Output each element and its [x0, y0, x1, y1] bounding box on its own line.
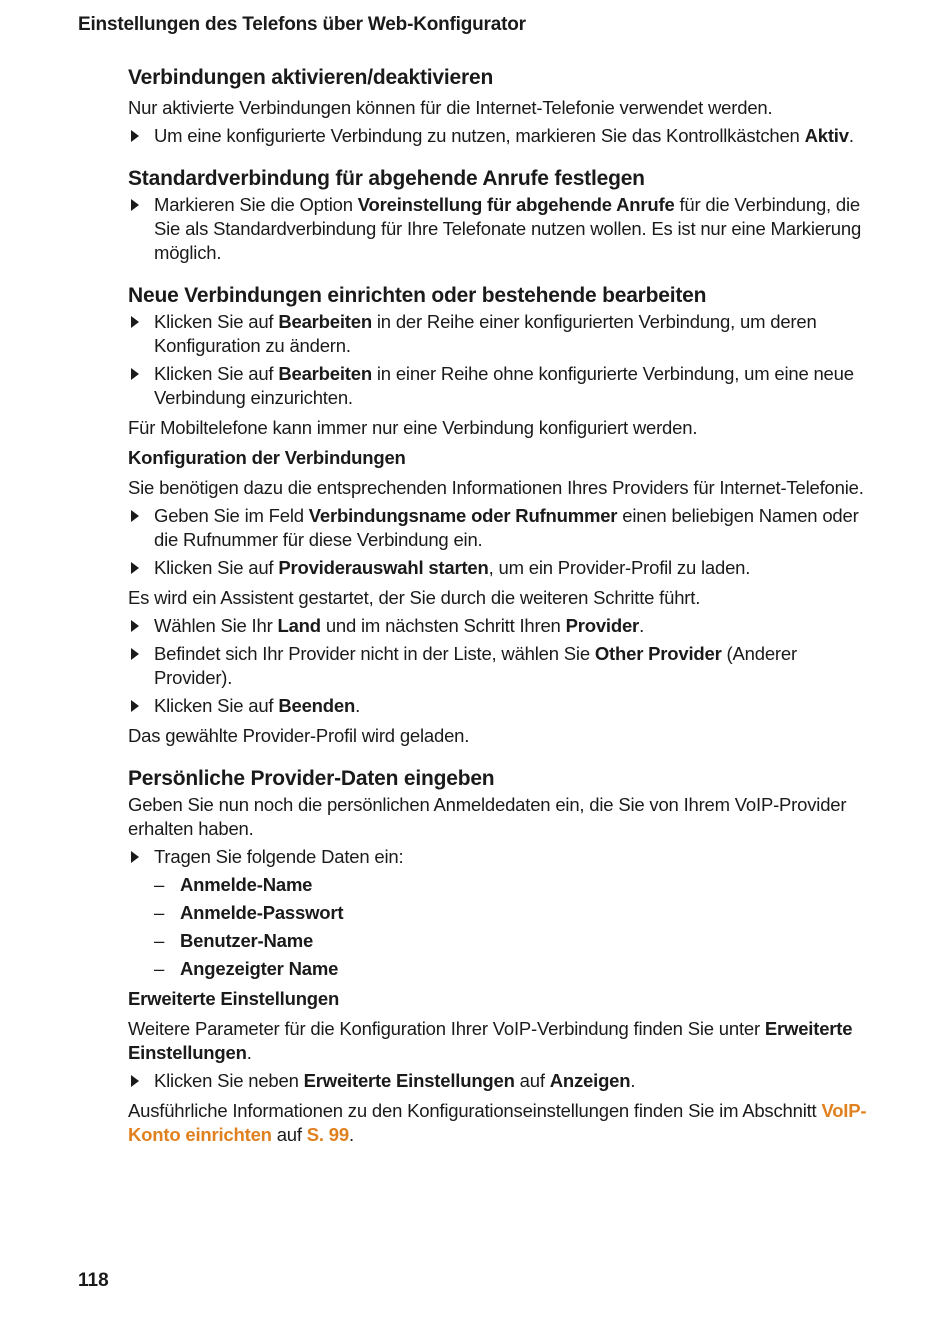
field-list-item: – Benutzer-Name [154, 930, 314, 951]
paragraph: Geben Sie nun noch die persönlichen Anmeldedaten ein, die Sie von Ihrem VoIP-Provider erhalten haben. [128, 794, 847, 839]
section-heading-activate: Verbindungen aktivieren/deaktivieren [128, 66, 494, 89]
ui-term: Anzeigen [549, 1070, 631, 1091]
dash-bullet: – [154, 958, 165, 979]
section-link-voip-account[interactable]: VoIP-Konto einrichten [128, 1100, 867, 1145]
instruction-step: Wählen Sie Ihr Land und im nächsten Schritt Ihren Provider. [128, 614, 878, 638]
field-list-item: – Anmelde-Passwort [154, 902, 344, 923]
triangle-right-icon [131, 368, 139, 380]
triangle-right-icon [131, 700, 139, 712]
instruction-step: Geben Sie im Feld Verbindungsname oder Rufnummer einen beliebigen Namen oder die Rufnummer für diese Verbindung ein. [128, 504, 878, 552]
ui-term: Erweiterte Einstellungen [128, 1018, 853, 1063]
page-reference-link[interactable]: S. 99 [306, 1124, 349, 1145]
instruction-step: Tragen Sie folgende Daten ein: [128, 845, 878, 869]
ui-term: Providerauswahl starten [278, 557, 489, 578]
subheading-advanced-settings: Erweiterte Einstellungen [128, 988, 340, 1009]
field-list-item: – Angezeigter Name [154, 958, 339, 979]
triangle-right-icon [131, 648, 139, 660]
paragraph: Es wird ein Assistent gestartet, der Sie durch die weiteren Schritte führt. [128, 587, 701, 608]
page-header: Einstellungen des Telefons über Web-Konfigurator [78, 14, 526, 35]
paragraph: Für Mobiltelefone kann immer nur eine Verbindung konfiguriert werden. [128, 417, 698, 438]
paragraph: Ausführliche Informationen zu den Konfigurationseinstellungen finden Sie im Abschnitt VoIP-Konto einrichten auf S. 99. [128, 1100, 867, 1145]
instruction-step: Klicken Sie auf Bearbeiten in einer Reihe ohne konfigurierte Verbindung, um eine neue Verbindung einzurichten. [128, 362, 878, 410]
field-list-item: – Anmelde-Name [154, 874, 313, 895]
paragraph: Weitere Parameter für die Konfiguration Ihrer VoIP-Verbindung finden Sie unter Erweiterte Einstellungen. [128, 1018, 853, 1063]
triangle-right-icon [131, 510, 139, 522]
instruction-step: Klicken Sie auf Providerauswahl starten, um ein Provider-Profil zu laden. [128, 556, 878, 580]
instruction-step: Befindet sich Ihr Provider nicht in der Liste, wählen Sie Other Provider (Anderer Provider). [128, 642, 878, 690]
paragraph: Nur aktivierte Verbindungen können für die Internet-Telefonie verwendet werden. [128, 97, 773, 118]
ui-term: Provider [565, 615, 640, 636]
triangle-right-icon [131, 1075, 139, 1087]
ui-term: Beenden [278, 695, 356, 716]
triangle-right-icon [131, 199, 139, 211]
dash-bullet: – [154, 930, 165, 951]
ui-term: Land [277, 615, 321, 636]
triangle-right-icon [131, 130, 139, 142]
instruction-step: Um eine konfigurierte Verbindung zu nutzen, markieren Sie das Kontrollkästchen Aktiv. [128, 124, 878, 148]
section-heading-new-connections: Neue Verbindungen einrichten oder bestehende bearbeiten [128, 284, 707, 307]
instruction-step: Klicken Sie neben Erweiterte Einstellungen auf Anzeigen. [128, 1069, 878, 1093]
subheading-configuration: Konfiguration der Verbindungen [128, 447, 406, 468]
ui-term: Other Provider [594, 643, 722, 664]
ui-term: Voreinstellung für abgehende Anrufe [357, 194, 675, 215]
ui-term: Erweiterte Einstellungen [303, 1070, 515, 1091]
ui-term: Bearbeiten [278, 363, 372, 384]
triangle-right-icon [131, 851, 139, 863]
instruction-step: Markieren Sie die Option Voreinstellung für abgehende Anrufe für die Verbindung, die Sie als Standardverbindung für Ihre Telefonate nutzen wollen. Es ist nur eine Markierung möglich. [128, 193, 878, 265]
ui-term: Bearbeiten [278, 311, 372, 332]
ui-term: Verbindungsname oder Rufnummer [308, 505, 618, 526]
triangle-right-icon [131, 316, 139, 328]
page-number: 118 [78, 1270, 109, 1291]
page-content [128, 64, 878, 1147]
dash-bullet: – [154, 902, 165, 923]
instruction-step: Klicken Sie auf Bearbeiten in der Reihe einer konfigurierten Verbindung, um deren Konfiguration zu ändern. [128, 310, 878, 358]
section-heading-default-connection: Standardverbindung für abgehende Anrufe festlegen [128, 167, 645, 190]
triangle-right-icon [131, 562, 139, 574]
instruction-step: Klicken Sie auf Beenden. [128, 694, 878, 718]
dash-bullet: – [154, 874, 165, 895]
section-heading-provider-data: Persönliche Provider-Daten eingeben [128, 767, 495, 790]
paragraph: Das gewählte Provider-Profil wird geladen. [128, 725, 470, 746]
ui-term: Aktiv [804, 125, 849, 146]
triangle-right-icon [131, 620, 139, 632]
paragraph: Sie benötigen dazu die entsprechenden Informationen Ihres Providers für Internet-Telefonie. [128, 477, 864, 498]
